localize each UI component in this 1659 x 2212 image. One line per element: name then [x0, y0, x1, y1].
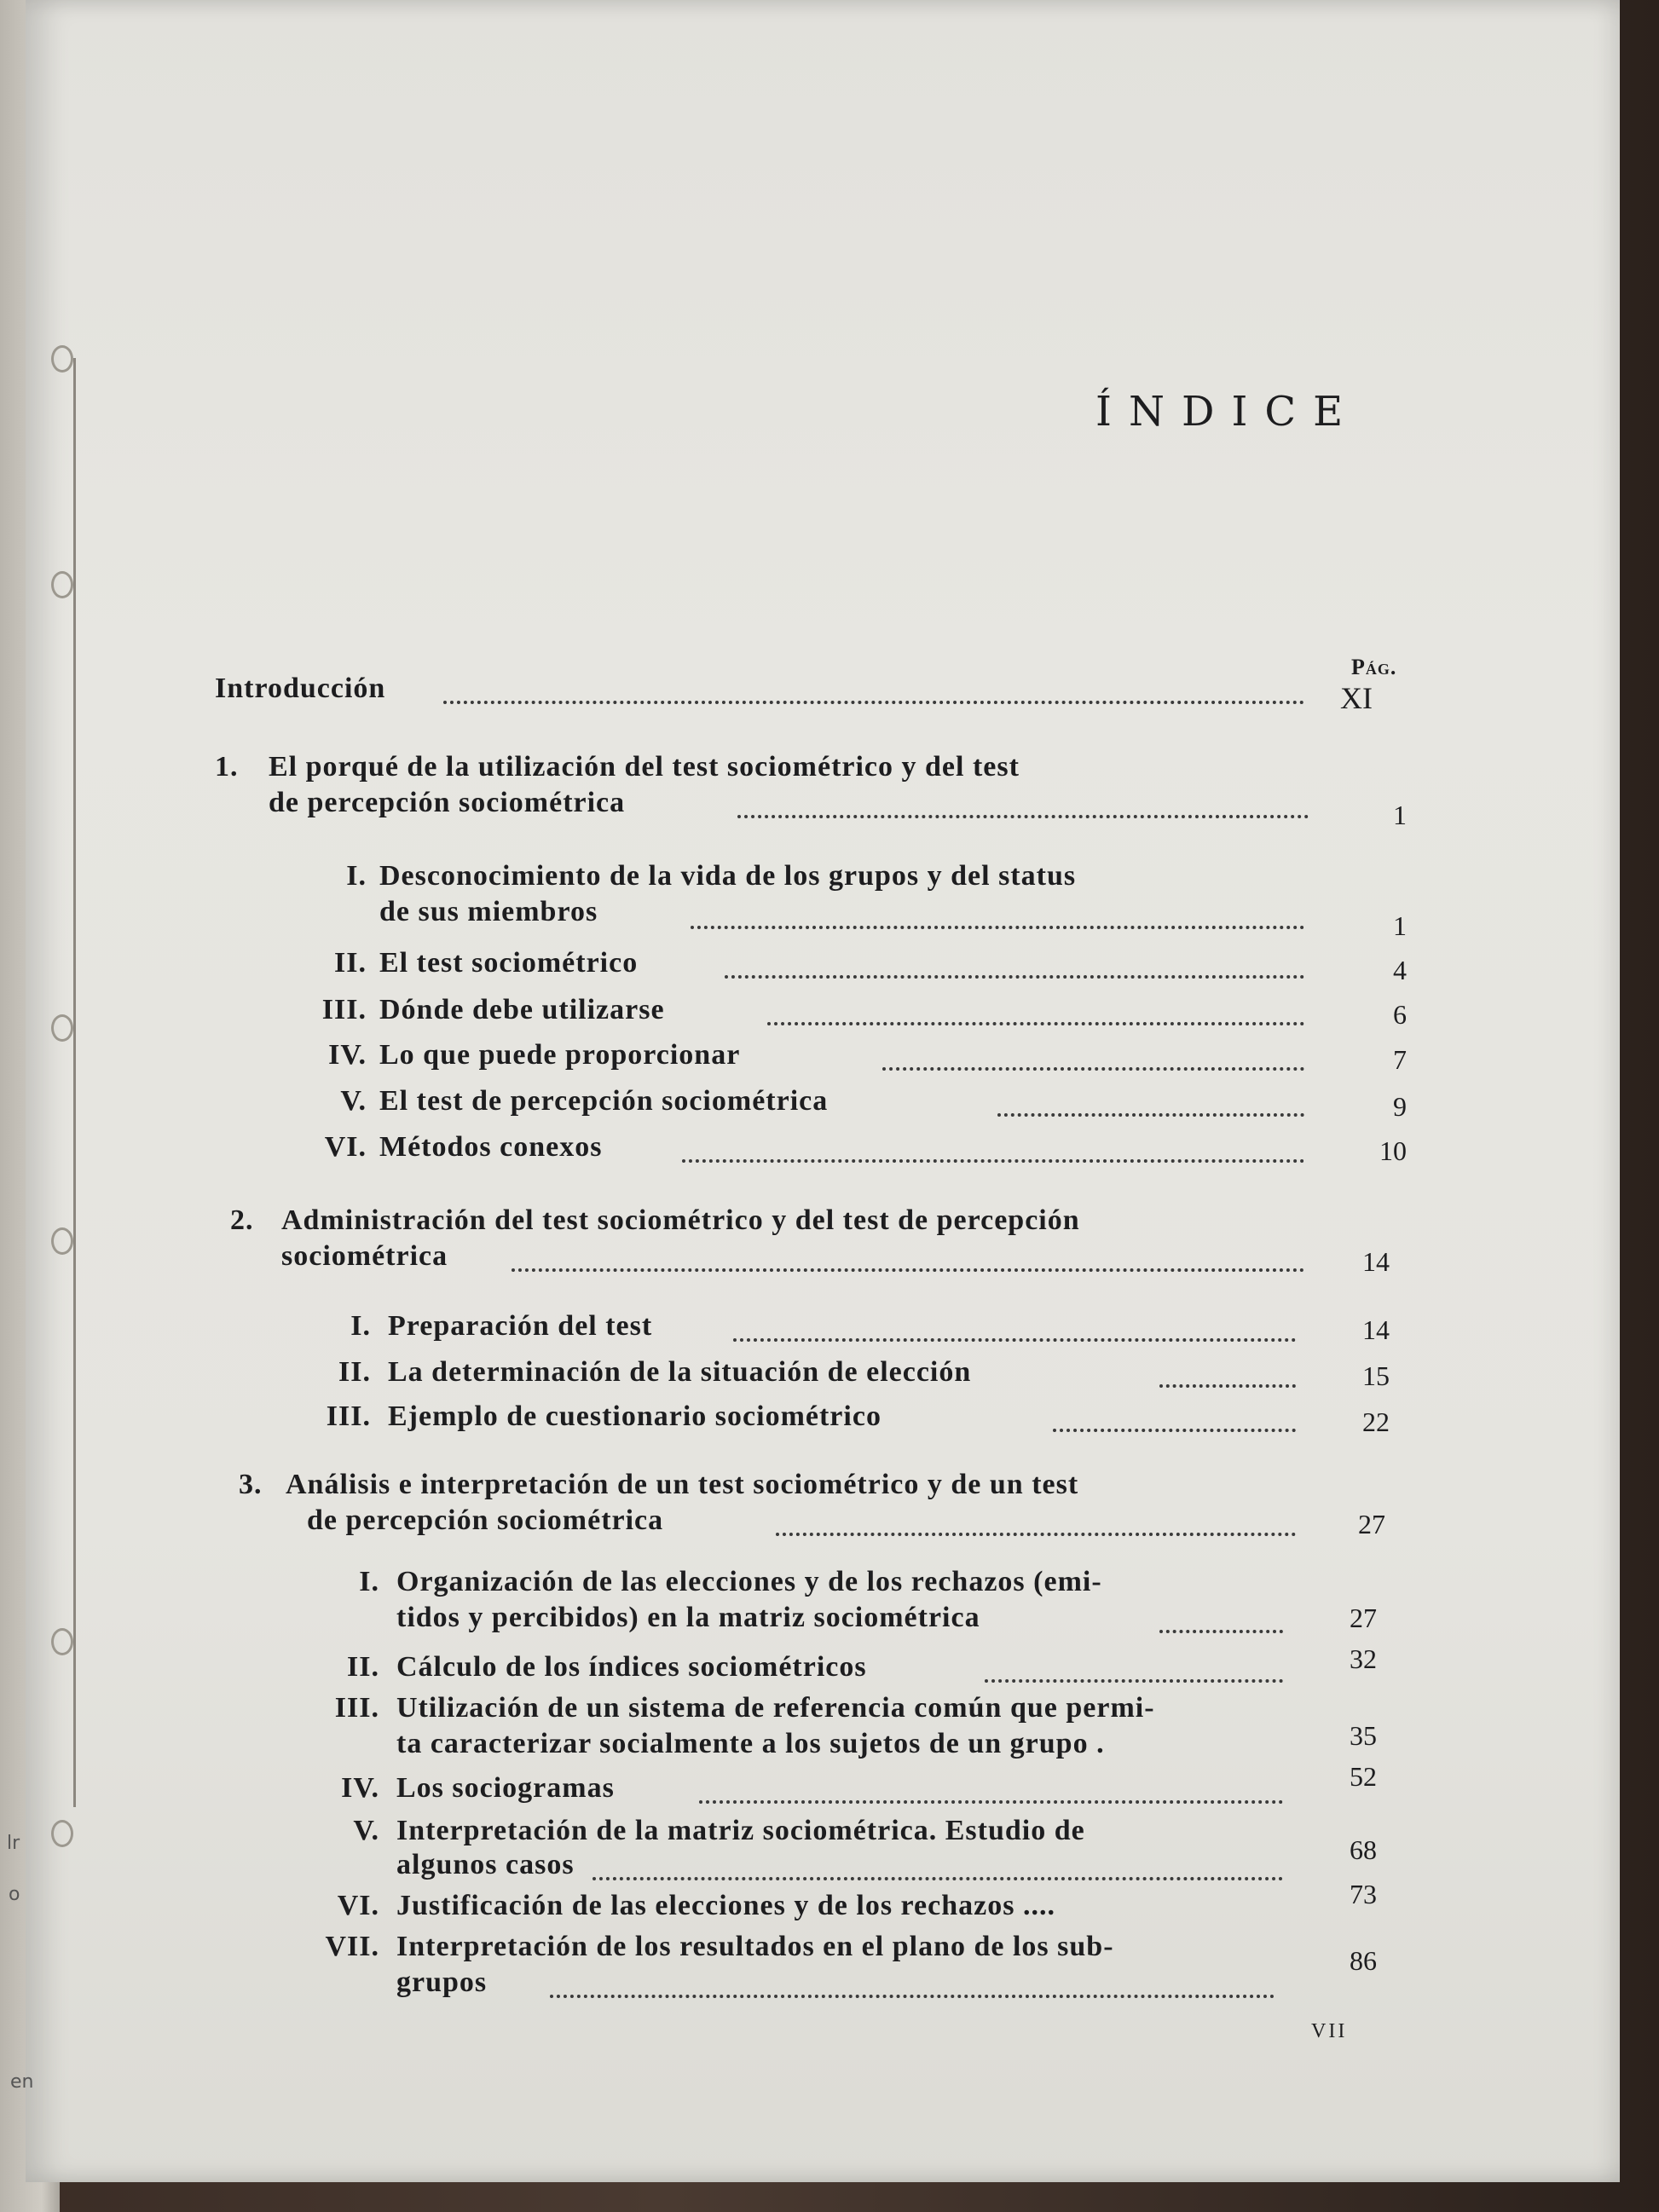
margin-note: en	[10, 2071, 34, 2093]
section-number: VII.	[325, 1931, 379, 1962]
book-page	[7, 0, 1620, 2182]
page-number: 1	[1393, 910, 1407, 941]
page-number: 15	[1362, 1360, 1390, 1391]
section-number: II.	[338, 1356, 371, 1388]
chapter-number: 3.	[239, 1469, 263, 1500]
page-number: 68	[1350, 1834, 1377, 1865]
section-title-line: Utilización de un sistema de referencia común que permi-	[396, 1692, 1155, 1724]
section-title-line: tidos y percibidos) en la matriz sociométrica	[396, 1602, 980, 1633]
section-number: VI.	[337, 1890, 379, 1921]
section-number: VI.	[324, 1131, 367, 1163]
section-title-line: Cálculo de los índices sociométricos	[396, 1651, 867, 1683]
dot-leader	[699, 1797, 1283, 1804]
page-number: XI	[1340, 681, 1373, 715]
section-number: I.	[359, 1566, 379, 1597]
section-number: III.	[334, 1692, 379, 1724]
toc-entry-introduction: Introducción	[215, 673, 386, 704]
chapter-title-line: de percepción sociométrica	[307, 1505, 664, 1536]
dot-leader	[512, 1265, 1304, 1272]
section-title-line: Dónde debe utilizarse	[379, 994, 665, 1025]
page-number: 27	[1350, 1603, 1377, 1633]
section-title-line: grupos	[396, 1967, 488, 1998]
section-title-line: ta caracterizar socialmente a los sujetos de un grupo .	[396, 1728, 1105, 1759]
dot-leader	[1053, 1425, 1296, 1432]
page-number: 6	[1393, 999, 1407, 1030]
section-number: IV.	[328, 1039, 367, 1071]
dot-leader	[776, 1529, 1296, 1536]
page-number: 27	[1358, 1509, 1385, 1539]
dot-leader	[1159, 1381, 1296, 1388]
section-title-line: Interpretación de los resultados en el plano de los sub-	[396, 1931, 1114, 1962]
chapter-title-line: sociométrica	[281, 1240, 448, 1272]
section-number: III.	[321, 994, 367, 1025]
section-number: V.	[340, 1085, 367, 1117]
section-title-line: Interpretación de la matriz sociométrica. Estudio de	[396, 1815, 1085, 1846]
chapter-title-line: Administración del test sociométrico y del test de percepción	[281, 1204, 1080, 1236]
dot-leader	[443, 697, 1304, 704]
page-column-label: Pág.	[1351, 655, 1397, 679]
page-number: 1	[1393, 800, 1407, 830]
dot-leader	[997, 1110, 1304, 1117]
page-number: 86	[1350, 1945, 1377, 1976]
page-number: 22	[1362, 1406, 1390, 1437]
margin-note: lr	[7, 1833, 20, 1854]
page-number: 35	[1350, 1720, 1377, 1751]
page-title: ÍNDICE	[1095, 388, 1361, 436]
section-title-line: Lo que puede proporcionar	[379, 1039, 741, 1071]
dot-leader	[767, 1019, 1304, 1025]
section-title-line: Organización de las elecciones y de los rechazos (emi-	[396, 1566, 1102, 1597]
section-title-line: de sus miembros	[379, 896, 598, 927]
section-number: I.	[350, 1310, 371, 1342]
page-number: 4	[1393, 955, 1407, 985]
page-number: 14	[1362, 1246, 1390, 1277]
section-number: II.	[347, 1651, 379, 1683]
section-title-line: Preparación del test	[388, 1310, 653, 1342]
page-number: 52	[1350, 1761, 1377, 1792]
section-number: II.	[334, 947, 367, 979]
section-title-line: El test de percepción sociométrica	[379, 1085, 829, 1117]
dot-leader	[737, 811, 1309, 818]
section-title-line: Desconocimiento de la vida de los grupos y del status	[379, 860, 1077, 892]
section-title-line: Los sociogramas	[396, 1772, 615, 1804]
section-number: V.	[353, 1815, 379, 1846]
section-title-line: algunos casos	[396, 1849, 575, 1880]
section-title-line: El test sociométrico	[379, 947, 639, 979]
dot-leader	[691, 922, 1304, 929]
page-number: 10	[1379, 1135, 1407, 1166]
section-number: I.	[346, 860, 367, 892]
dot-leader	[985, 1676, 1283, 1683]
dot-leader	[682, 1156, 1304, 1163]
section-title-line: Justificación de las elecciones y de los rechazos ....	[396, 1890, 1055, 1921]
section-number: III.	[326, 1401, 371, 1432]
section-title-line: Ejemplo de cuestionario sociométrico	[388, 1401, 882, 1432]
page-number: 7	[1393, 1044, 1407, 1075]
dot-leader	[1159, 1626, 1283, 1633]
table-of-contents	[26, 0, 1620, 2182]
page-number: 73	[1350, 1879, 1377, 1909]
page-number: 32	[1350, 1643, 1377, 1674]
chapter-number: 2.	[230, 1204, 254, 1236]
section-number: IV.	[341, 1772, 379, 1804]
margin-note: o	[9, 1884, 20, 1905]
dot-leader	[592, 1874, 1283, 1880]
chapter-number: 1.	[215, 751, 239, 783]
chapter-title-line: Análisis e interpretación de un test sociométrico y de un test	[286, 1469, 1079, 1500]
dot-leader	[733, 1335, 1296, 1342]
page-number: 9	[1393, 1091, 1407, 1122]
section-title-line: La determinación de la situación de elección	[388, 1356, 972, 1388]
dot-leader	[882, 1064, 1304, 1071]
page-number: 14	[1362, 1314, 1390, 1345]
chapter-title-line: de percepción sociométrica	[269, 787, 626, 818]
dot-leader	[725, 972, 1304, 979]
page-folio: VII	[1311, 2020, 1348, 2042]
section-title-line: Métodos conexos	[379, 1131, 603, 1163]
chapter-title-line: El porqué de la utilización del test sociométrico y del test	[269, 751, 1020, 783]
dot-leader	[550, 1991, 1275, 1998]
